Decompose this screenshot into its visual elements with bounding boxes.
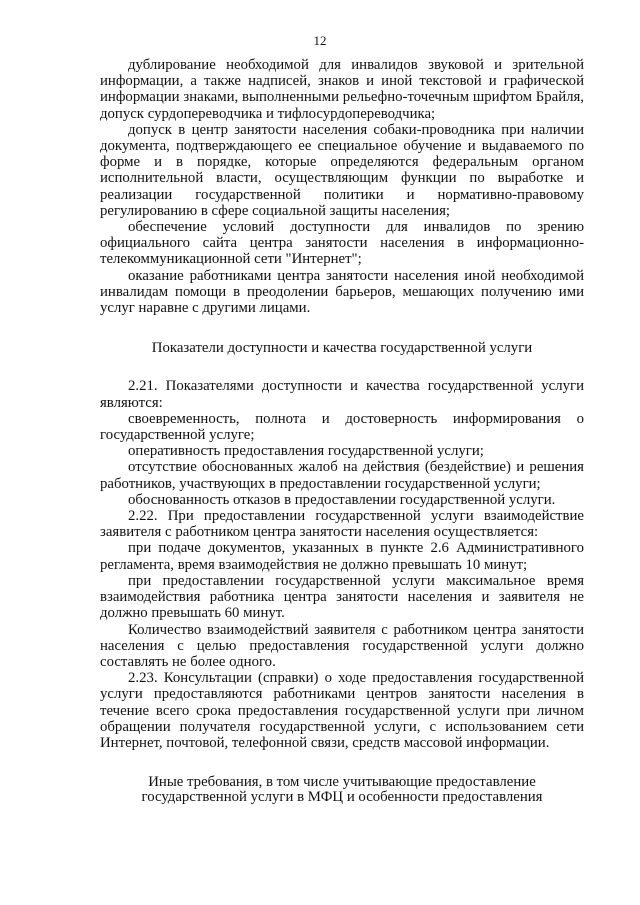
list-item-document-submission: при подаче документов, указанных в пункте 2.6 Административного регламента, время взаимодействия не должно превышать 10 минут; [100,540,584,573]
section-heading-accessibility-indicators: Показатели доступности и качества государственной услуги [151,340,533,357]
heading-line-2: государственной услуги в МФЦ и особенности предоставления [141,789,543,806]
paragraph-assistance: оказание работниками центра занятости населения иной необходимой инвалидам помощи в преодолении барьеров, мешающих получению ими услуг наравне с другими лицами. [100,267,584,317]
paragraph-2-22: 2.22. При предоставлении государственной услуги взаимодействие заявителя с работником центра занятости населения осуществляется: [100,508,584,541]
document-body [100,57,584,805]
list-item-timeliness: своевременность, полнота и достоверность информирования о государственной услуге; [100,410,584,444]
paragraph-braille-duplication: дублирование необходимой для инвалидов звуковой и зрительной информации, а также надписей, знаков и иной текстовой и графической информации знаками, выполненными рельефно-точечным шрифтом Брайля, допуск сурдопереводчика и тифлосурдопереводчика; [100,57,584,122]
page-number: 12 [313,33,327,48]
list-item-refusals: обоснованность отказов в предоставлении государственной услуги. [128,491,556,508]
list-item-no-complaints: отсутствие обоснованных жалоб на действия (бездействие) и решения работников, участвующих в предоставлении государственной услуги; [100,459,584,492]
section-heading-other-requirements [100,775,584,805]
paragraph-website-accessibility: обеспечение условий доступности для инвалидов по зрению официального сайта центра занятости населения в информационно-телекоммуникационной сети "Интернет"; [100,219,584,268]
paragraph-guide-dog: допуск в центр занятости населения собаки-проводника при наличии документа, подтверждающего ее специальное обучение и выдаваемого по форме и в порядке, которые определяются федеральным органом исполнительной власти, осуществляющим функции по выработке и реализации государственной политики и нормативно-правовому регулированию в сфере социальной защиты населения; [100,121,584,219]
list-item-efficiency: оперативность предоставления государственной услуги; [128,443,484,460]
list-item-service-time: при предоставлении государственной услуги максимальное время взаимодействия работника центра занятости населения и заявителя не должно превышать 60 минут. [100,572,584,622]
paragraph-interaction-count: Количество взаимодействий заявителя с работником центра занятости населения с целью предоставления государственной услуги должно составлять не более одного. [100,621,584,670]
heading-line-1: Иные требования, в том числе учитывающие предоставление [148,774,536,791]
paragraph-2-23: 2.23. Консультации (справки) о ходе предоставления государственной услуги предоставляются работниками центров занятости населения в течение всего срока предоставления государственной услуги при личном обращении получателя государственной услуги, с использованием сети Интернет, почтовой, телефонной связи, средств массовой информации. [100,670,584,751]
paragraph-2-21: 2.21. Показателями доступности и качества государственной услуги являются: [100,378,584,411]
